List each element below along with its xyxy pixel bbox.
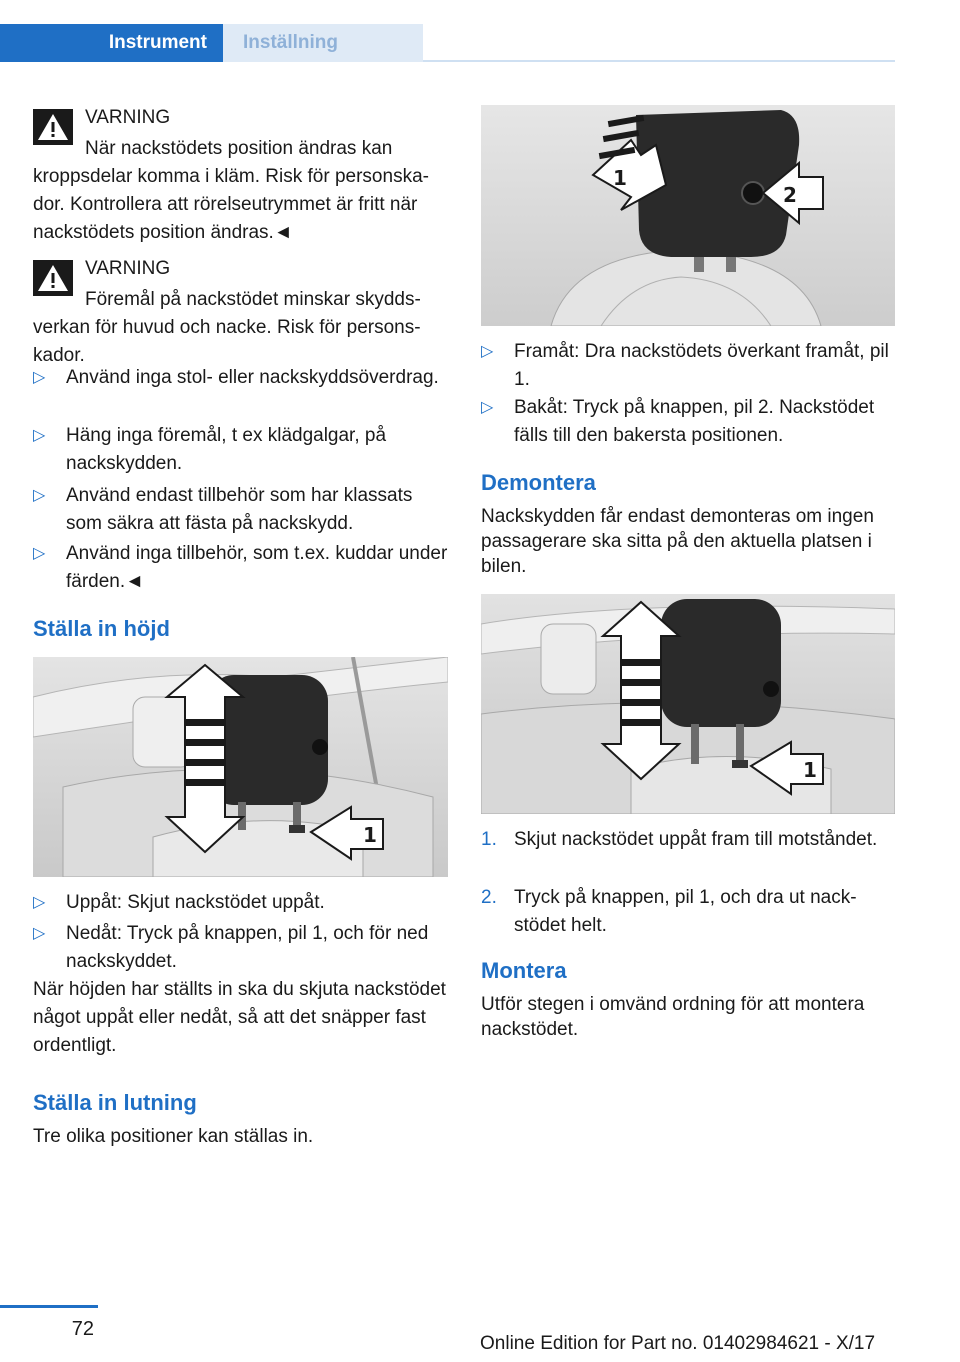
heading-stalla-in-lutning: Ställa in lutning bbox=[33, 1090, 197, 1115]
list-item: 2. Tryck på knappen, pil 1, och dra ut nackstödet helt. bbox=[481, 884, 895, 940]
list-item: ▷ Framåt: Dra nackstödets överkant framåt, pil 1. bbox=[481, 338, 895, 394]
bullet-triangle-icon: ▷ bbox=[481, 399, 494, 416]
tilt-paragraph: Tre olika positioner kan ställas in. bbox=[33, 1126, 314, 1147]
page-number: 72 bbox=[71, 1318, 94, 1340]
headrest-remove-illustration bbox=[481, 594, 895, 814]
bullet-triangle-icon: ▷ bbox=[33, 894, 46, 911]
list-item: ▷ Använd inga tillbehör, som t.ex. kuddar under färden.◄ bbox=[33, 540, 448, 596]
mount-paragraph: Utför stegen i omvänd ordning för att montera nackstödet. bbox=[481, 994, 865, 1040]
tab-instrument[interactable]: Instrument bbox=[0, 24, 223, 62]
warning-title: VARNING bbox=[85, 107, 171, 128]
list-item: ▷ Uppåt: Skjut nackstödet uppåt. bbox=[33, 889, 448, 917]
list-item: 1. Skjut nackstödet uppåt fram till motståndet. bbox=[481, 826, 895, 854]
bullet-triangle-icon: ▷ bbox=[33, 487, 46, 504]
figure-arrow-label: 1 bbox=[803, 758, 817, 782]
header-tabbar bbox=[0, 24, 895, 62]
remove-paragraph: Nackskydden får endast demonteras om ingen passagerare ska sitta på den aktuella platsen i bilen. bbox=[481, 506, 874, 577]
step-number: 2. bbox=[481, 887, 497, 908]
headrest-tilt-illustration bbox=[481, 105, 895, 326]
step-number: 1. bbox=[481, 829, 497, 850]
bullet-triangle-icon: ▷ bbox=[33, 427, 46, 444]
heading-montera: Montera bbox=[481, 958, 567, 983]
footer-divider bbox=[0, 1305, 98, 1308]
list-item: ▷ Bakåt: Tryck på knappen, pil 2. Nackstödet fälls till den bakersta positionen. bbox=[481, 394, 895, 450]
heading-stalla-in-hojd: Ställa in höjd bbox=[33, 616, 170, 641]
warning-title: VARNING bbox=[85, 258, 171, 279]
list-item: ▷ Nedåt: Tryck på knappen, pil 1, och för ned nackskyddet. bbox=[33, 920, 448, 976]
list-item: ▷ Häng inga föremål, t ex klädgalgar, på nackskydden. bbox=[33, 422, 448, 478]
warning-text: När nackstödets position ändras kan kroppsdelar komma i kläm. Risk för personskador. Kontrollera att rörelseutrymmet är fritt när nackstödets position ändras.◄ bbox=[33, 138, 429, 243]
tab-installning[interactable]: Inställning bbox=[223, 24, 423, 62]
figure-arrow-label: 1 bbox=[363, 823, 377, 847]
figure-arrow-label: 1 bbox=[613, 166, 627, 190]
figure-arrow-label: 2 bbox=[783, 183, 797, 207]
height-paragraph: När höjden har ställts in ska du skjuta nackstödet något uppåt eller nedåt, så att det snäpper fast ordentligt. bbox=[33, 979, 446, 1056]
list-item: ▷ Använd inga stol- eller nackskyddsöverdrag. bbox=[33, 364, 448, 392]
bullet-triangle-icon: ▷ bbox=[33, 369, 46, 386]
list-item: ▷ Använd endast tillbehör som har klassats som säkra att fästa på nackskydd. bbox=[33, 482, 448, 538]
heading-demontera: Demontera bbox=[481, 470, 596, 495]
warning-text: Föremål på nackstödet minskar skyddsverkan för huvud och nacke. Risk för personskador. bbox=[33, 289, 421, 366]
bullet-triangle-icon: ▷ bbox=[33, 925, 46, 942]
bullet-triangle-icon: ▷ bbox=[481, 343, 494, 360]
headrest-height-illustration bbox=[33, 657, 448, 877]
bullet-triangle-icon: ▷ bbox=[33, 545, 46, 562]
edition-text: Online Edition for Part no. 01402984621 - X/17 bbox=[480, 1333, 876, 1354]
